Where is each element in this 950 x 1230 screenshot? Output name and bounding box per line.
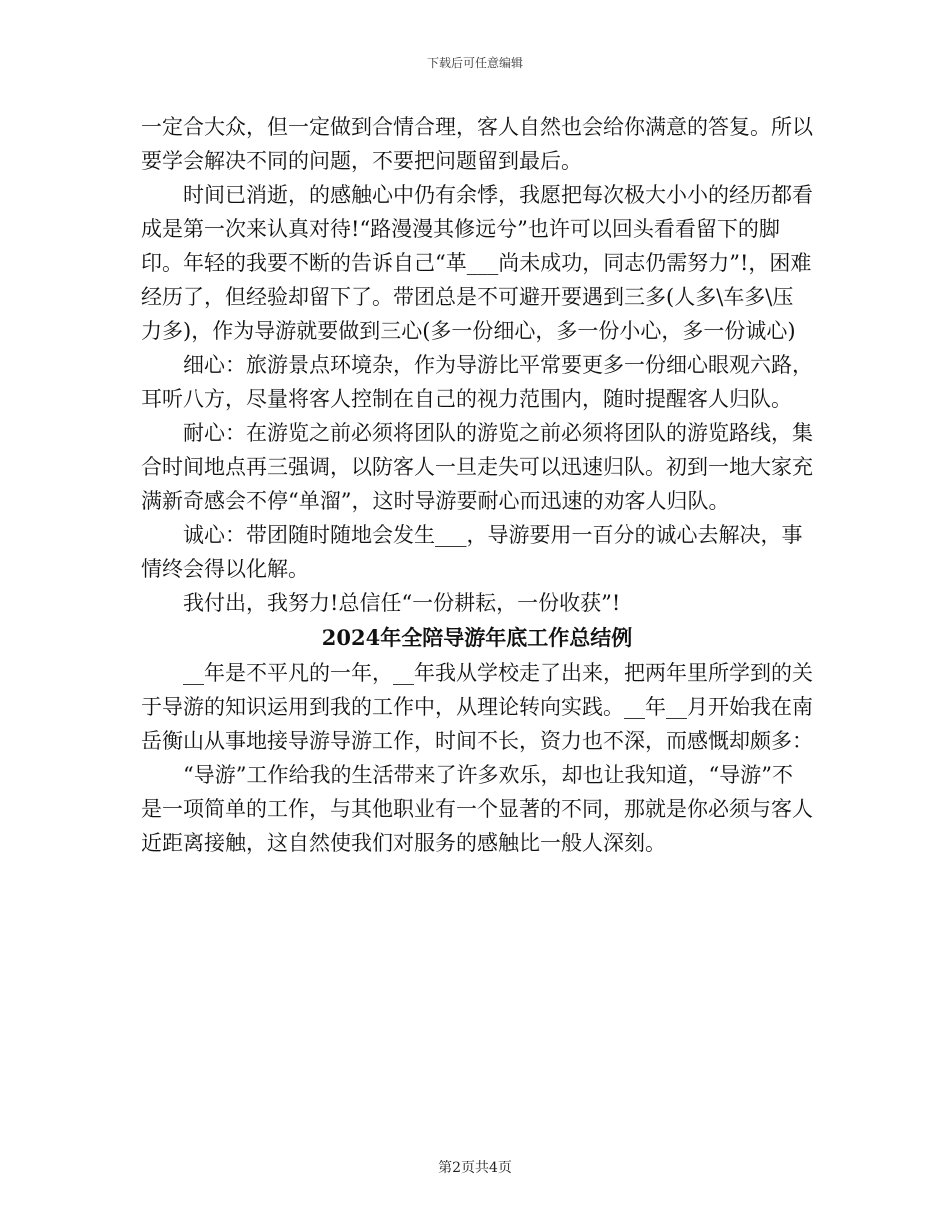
page-number-footer: 第2页共4页 <box>438 1160 512 1176</box>
paragraph-reflection: 时间已消逝，的感触心中仍有余悸，我愿把每次极大小小的经历都看成是第一次来认真对待!“路漫漫其修远兮”也许可以回头看看留下的脚印。年轻的我要不断的告诉自己“革___尚未成功，同志仍需努力”!，困难经历了，但经验却留下了。带团总是不可避开要遇到三多(人多\车多\压力多)，作为导游就要做到三心(多一份细心，多一份小心，多一份诚心) <box>141 183 813 343</box>
paragraph-careful: 细心：旅游景点环境杂，作为导游比平常要更多一份细心眼观六路，耳听八方，尽量将客人控制在自己的视力范围内，随时提醒客人归队。 <box>141 353 813 411</box>
document-body <box>141 110 813 860</box>
paragraph-effort: 我付出，我努力!总信任“一份耕耘，一份收获”! <box>183 591 621 615</box>
paragraph-year-summary: __年是不平凡的一年，__年我从学校走了出来，把两年里所学到的关于导游的知识运用到我的工作中，从理论转向实践。__年__月开始我在南岳衡山从事地接导游导游工作，时间不长，资力也不深，而感慨却颇多： <box>141 661 813 753</box>
paragraph-continuation: 一定合大众，但一定做到合情合理，客人自然也会给你满意的答复。所以要学会解决不同的问题，不要把问题留到最后。 <box>141 115 813 173</box>
paragraph-guide-work: “导游”工作给我的生活带来了许多欢乐，却也让我知道，“导游”不是一项简单的工作，与其他职业有一个显著的不同，那就是你必须与客人近距离接触，这自然使我们对服务的感触比一般人深刻。 <box>141 763 813 855</box>
paragraph-patience: 耐心：在游览之前必须将团队的游览之前必须将团队的游览路线，集合时间地点再三强调，以防客人一旦走失可以迅速归队。初到一地大家充满新奇感会不停“单溜”，这时导游要耐心而迅速的劝客人归队。 <box>141 421 813 513</box>
page-header-note: 下载后可任意编辑 <box>426 56 523 70</box>
section-title: 2024年全陪导游年底工作总结例 <box>321 625 633 650</box>
paragraph-sincerity: 诚心：带团随时随地会发生___，导游要用一百分的诚心去解决，事情终会得以化解。 <box>141 523 803 581</box>
